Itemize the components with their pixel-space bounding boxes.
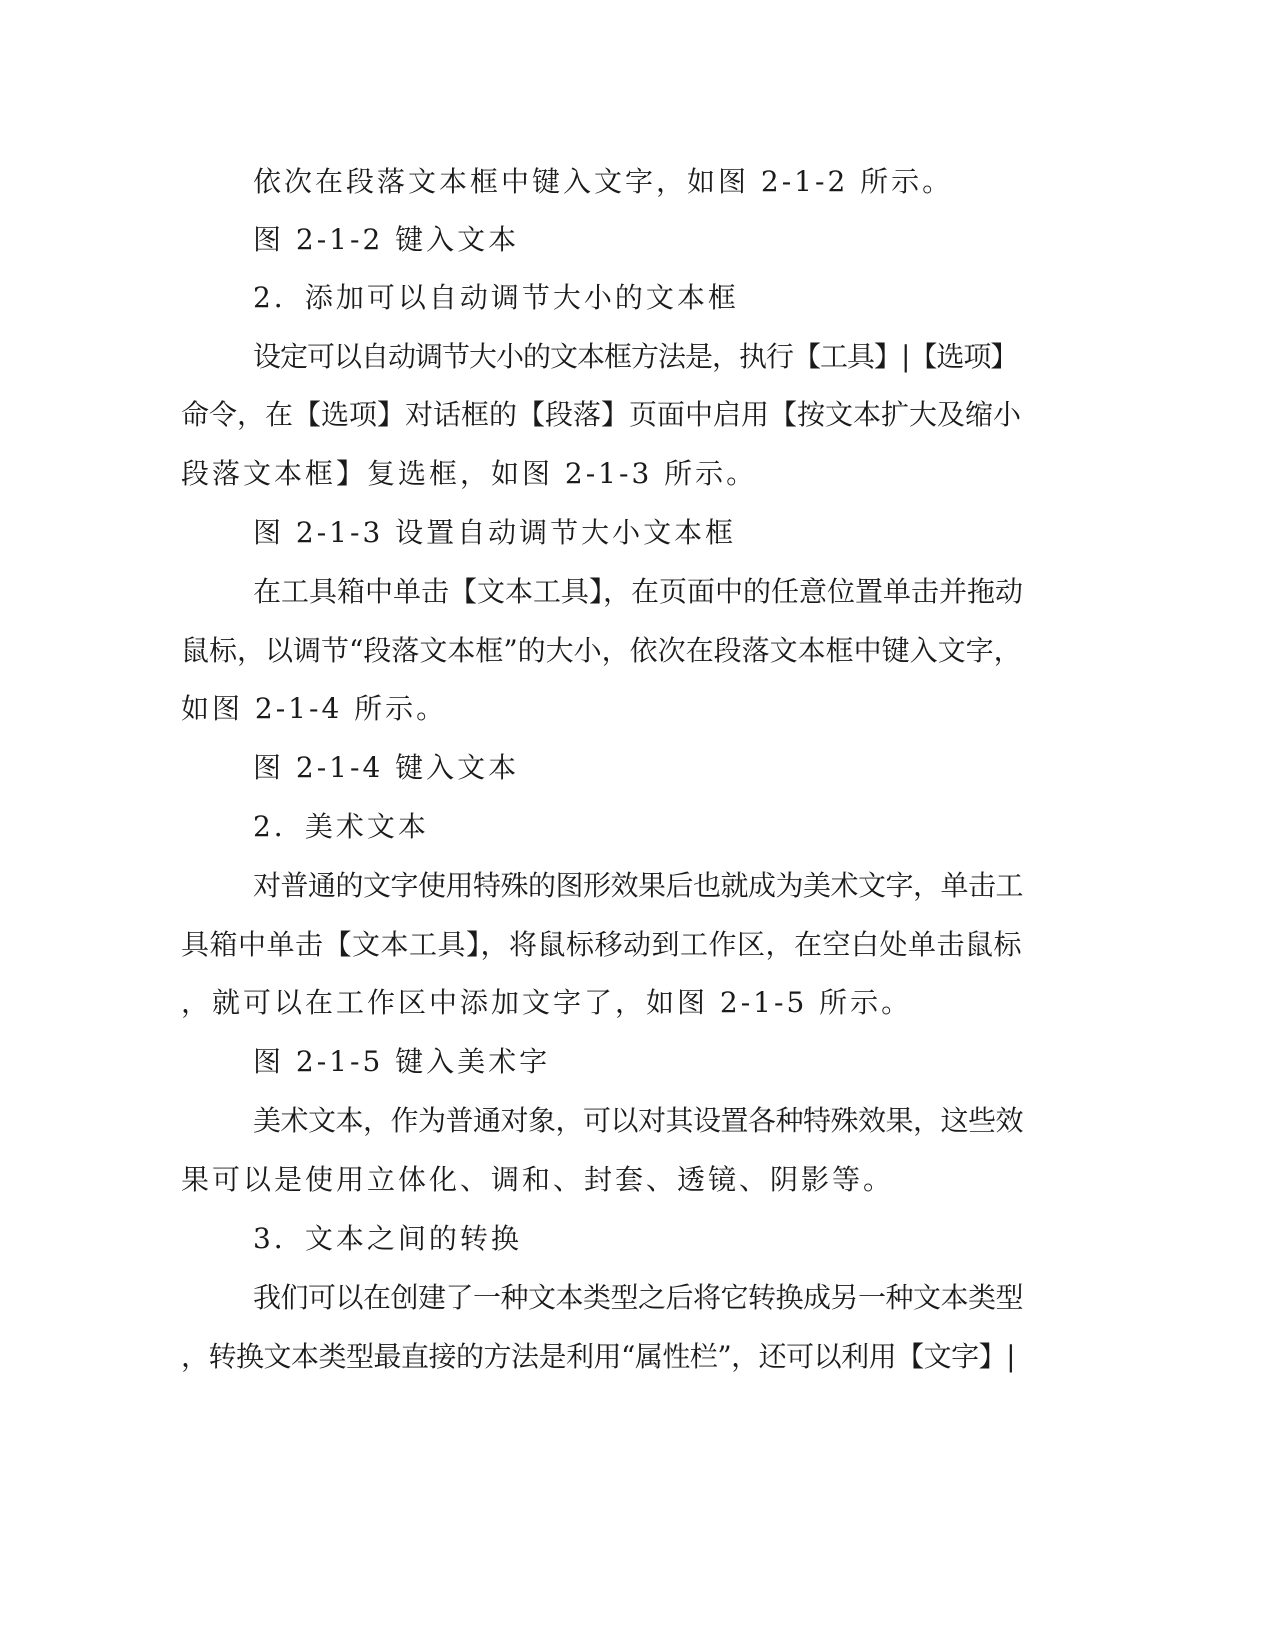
figure-caption: 图 2-1-2 键入文本	[253, 223, 520, 256]
paragraph-line: 命令，在【选项】对话框的【段落】页面中启用【按文本扩大及缩小	[181, 398, 1022, 431]
paragraph-line: 我们可以在创建了一种文本类型之后将它转换成另一种文本类型	[253, 1281, 1024, 1314]
paragraph-line: 果可以是使用立体化、调和、封套、透镜、阴影等。	[181, 1163, 895, 1196]
figure-caption: 图 2-1-5 键入美术字	[253, 1045, 551, 1078]
paragraph-line: 如图 2-1-4 所示。	[181, 692, 448, 725]
section-heading: 2．美术文本	[253, 810, 429, 843]
paragraph-line: 段落文本框】复选框，如图 2-1-3 所示。	[181, 457, 758, 490]
paragraph-line: ，转换文本类型最直接的方法是利用“属性栏”，还可以利用【文字】|	[181, 1340, 1016, 1373]
figure-caption: 图 2-1-3 设置自动调节大小文本框	[253, 516, 737, 549]
paragraph-line: 对普通的文字使用特殊的图形效果后也就成为美术文字，单击工	[253, 869, 1024, 902]
section-heading: 3．文本之间的转换	[253, 1222, 522, 1255]
paragraph-line: 鼠标，以调节“段落文本框”的大小，依次在段落文本框中键入文字，	[181, 634, 1022, 667]
paragraph-line: 设定可以自动调节大小的文本框方法是，执行【工具】|【选项】	[253, 340, 1018, 373]
paragraph-line: ，就可以在工作区中添加文字了，如图 2-1-5 所示。	[181, 986, 913, 1019]
paragraph-line: 美术文本，作为普通对象，可以对其设置各种特殊效果，这些效	[253, 1104, 1024, 1137]
paragraph-line: 具箱中单击【文本工具】，将鼠标移动到工作区，在空白处单击鼠标	[181, 928, 1023, 961]
paragraph-line: 在工具箱中单击【文本工具】，在页面中的任意位置单击并拖动	[253, 575, 1024, 608]
section-heading: 2．添加可以自动调节大小的文本框	[253, 281, 739, 314]
paragraph-line: 依次在段落文本框中键入文字，如图 2-1-2 所示。	[253, 165, 954, 198]
figure-caption: 图 2-1-4 键入文本	[253, 751, 520, 784]
